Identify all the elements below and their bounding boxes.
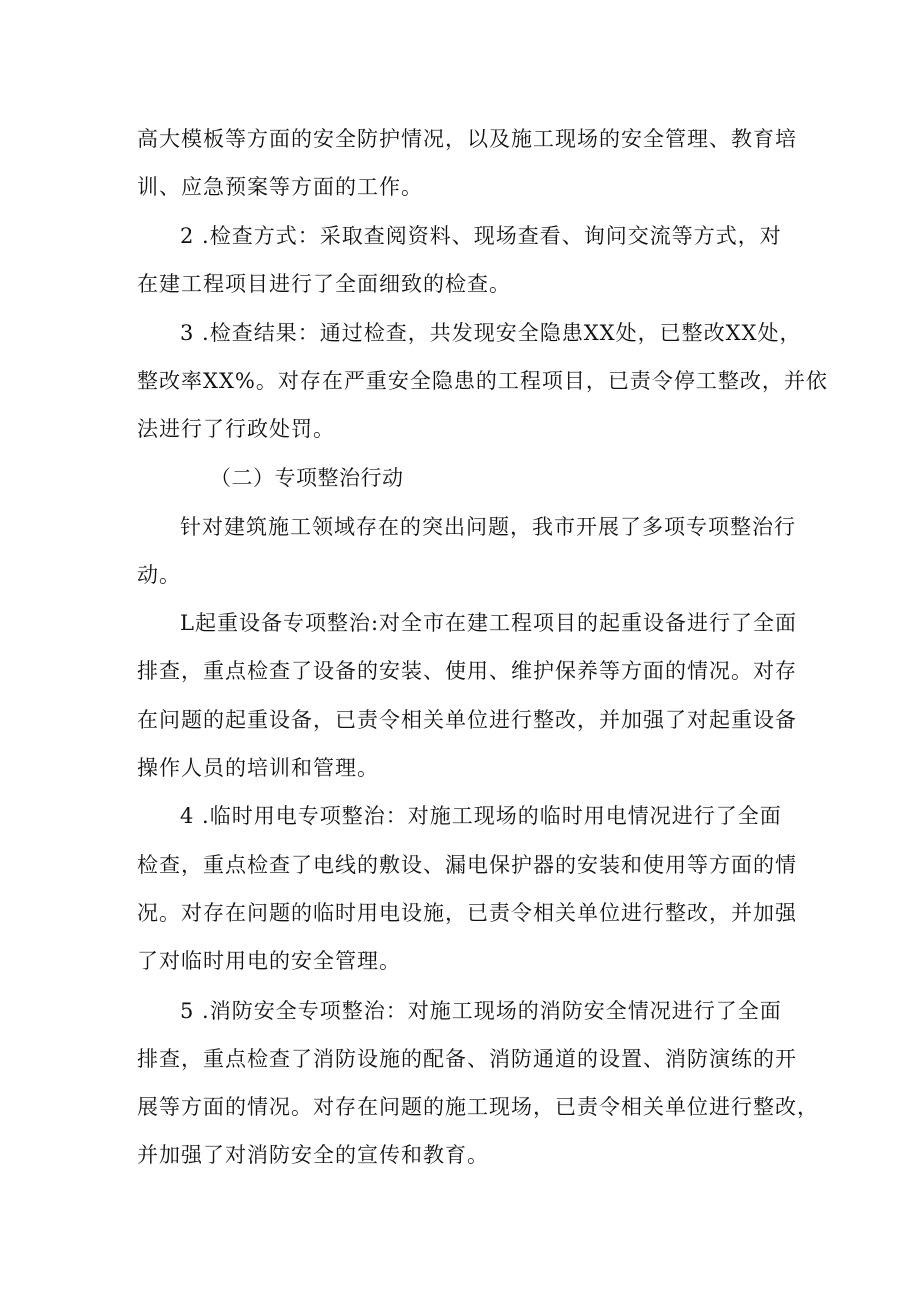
text-line: 并加强了对消防安全的宣传和教育。: [137, 1143, 489, 1167]
text-line: 排查，重点检查了消防设施的配备、消防通道的设置、消防演练的开: [137, 1047, 797, 1071]
text-line: 训、应急预案等方面的工作。: [137, 175, 423, 199]
list-item-4: 4 .临时用电专项整治：对施工现场的临时用电情况进行了全面: [180, 804, 782, 828]
list-item-3: 3 .检查结果：通过检查，共发现安全隐患XX处，已整改XX处，: [180, 321, 802, 345]
text-line: 展等方面的情况。对存在问题的施工现场，已责令相关单位进行整改，: [137, 1095, 819, 1119]
section-heading: （二）专项整治行动: [210, 466, 404, 490]
list-item-5: 5 .消防安全专项整治：对施工现场的消防安全情况进行了全面: [180, 999, 782, 1023]
text-line: 了对临时用电的安全管理。: [137, 949, 401, 973]
text-line: 在问题的起重设备，已责令相关单位进行整改，并加强了对起重设备: [137, 708, 797, 732]
paragraph-start: 针对建筑施工领域存在的突出问题，我市开展了多项专项整治行: [180, 515, 796, 539]
text-line: 排查，重点检查了设备的安装、使用、维护保养等方面的情况。对存: [137, 659, 797, 683]
text-line: 况。对存在问题的临时用电设施，已责令相关单位进行整改，并加强: [137, 901, 797, 925]
text-line: 高大模板等方面的安全防护情况，以及施工现场的安全管理、教育培: [137, 127, 797, 151]
text-line: 整改率XX%。对存在严重安全隐患的工程项目，已责令停工整改，并依: [137, 369, 828, 393]
text-line: 在建工程项目进行了全面细致的检查。: [137, 272, 511, 296]
text-line: 动。: [137, 563, 181, 587]
text-line: 操作人员的培训和管理。: [137, 756, 379, 780]
text-line: 法进行了行政处罚。: [137, 417, 335, 441]
list-item-2: 2 .检查方式：采取查阅资料、现场查看、询问交流等方式，对: [180, 224, 782, 248]
text-line: 检查，重点检查了电线的敷设、漏电保护器的安装和使用等方面的情: [137, 853, 797, 877]
list-item-1: L起重设备专项整治:对全市在建工程项目的起重设备进行了全面: [180, 611, 798, 635]
